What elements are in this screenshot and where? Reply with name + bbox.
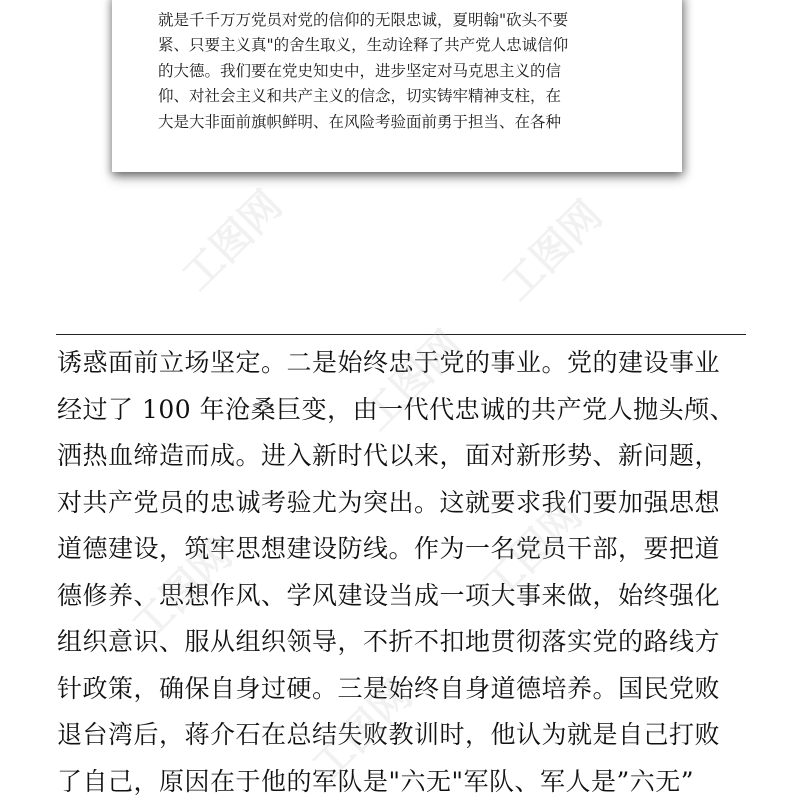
preview-line: 的大德。我们要在党史知史中，进步坚定对马克思主义的信 [158,59,658,85]
body-line: 针政策，确保自身过硬。三是始终自身道德培养。国民党败 [57,666,757,713]
body-line: 经过了 100 年沧桑巨变，由一代代忠诚的共产党人抛头颅、 [57,387,757,434]
article-body [57,340,757,805]
watermark-logo: 工图网 [117,526,242,651]
watermark-logo: 工图网 [167,176,292,301]
watermark-logo: 工图网 [347,316,472,441]
body-line: 道德建设，筑牢思想建设防线。作为一名党员干部，要把道 [57,526,757,573]
body-line: 德修养、思想作风、学风建设当成一项大事来做，始终强化 [57,573,757,620]
preview-line: 仰、对社会主义和共产主义的信念，切实铸牢精神支柱，在 [158,84,658,110]
preview-line: 大是大非面前旗帜鲜明、在风险考验面前勇于担当、在各种 [158,110,658,136]
body-line: 诱惑面前立场坚定。二是始终忠于党的事业。党的建设事业 [57,340,757,387]
body-line: 退台湾后，蒋介石在总结失败教训时，他认为就是自己打败 [57,712,757,759]
watermark-logo: 工图网 [487,186,612,311]
body-line: 了自己，原因在于他的军队是"六无"军队、军人是”六无” [57,759,757,805]
preview-line: 就是千千万万党员对党的信仰的无限忠诚，夏明翰"砍头不要 [158,8,658,34]
section-divider [56,334,746,335]
document-preview-card [112,0,682,172]
watermark-logo: 工图网 [297,666,422,791]
body-line: 洒热血缔造而成。进入新时代以来，面对新形势、新问题， [57,433,757,480]
preview-text-block [158,0,658,135]
body-line: 对共产党员的忠诚考验尤为突出。这就要求我们要加强思想 [57,480,757,527]
preview-line: 紧、只要主义真"的舍生取义，生动诠释了共产党人忠诚信仰 [158,33,658,59]
watermark-logo: 工图网 [467,486,592,611]
preview-line-partial [158,0,658,8]
body-line: 组织意识、服从组织领导，不折不扣地贯彻落实党的路线方 [57,619,757,666]
